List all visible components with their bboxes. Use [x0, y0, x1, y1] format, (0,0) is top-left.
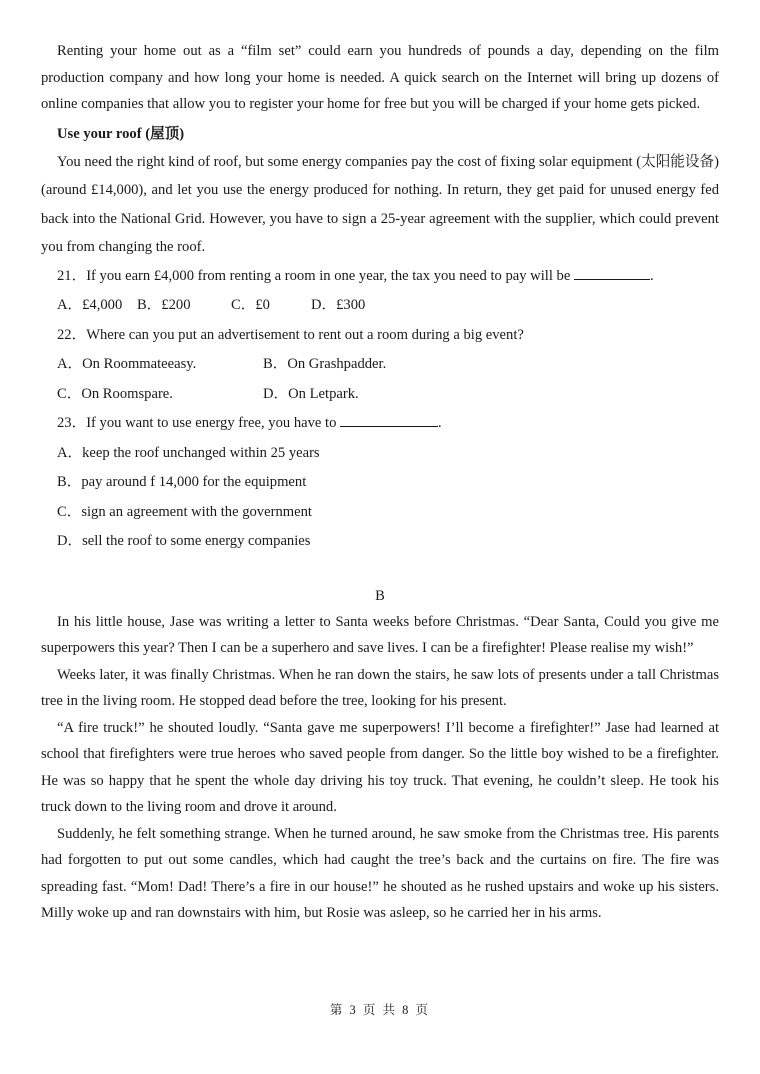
option-22-d: D．On Letpark. [263, 385, 359, 402]
question-22-options-row-1 [41, 350, 719, 380]
question-21 [41, 262, 719, 321]
answer-blank-21 [574, 265, 650, 280]
answer-blank-23 [340, 412, 438, 427]
section-label-b: B [375, 587, 385, 604]
option-22-b: B．On Grashpadder. [263, 356, 387, 372]
section-heading-use-your-roof: Use your roof (屋顶) [57, 125, 185, 142]
question-22-stem: 22．Where can you put an advertisement to rent out a room during a big event? [57, 326, 524, 343]
passage-b-paragraph-2: Weeks later, it was finally Christmas. When he ran down the stairs, he saw lots of presents under a tall Christmas tree in the living room. He stopped dead before the tree, looking for his present. [41, 666, 719, 709]
option-21-d: D．£300 [311, 297, 366, 313]
document-page [41, 38, 719, 927]
option-21-a: A．£4,000 [57, 297, 123, 313]
option-23-b: B．pay around f 14,000 for the equipment [57, 474, 307, 490]
question-21-options [41, 291, 719, 321]
question-23-end: . [438, 415, 442, 431]
question-23-stem: 23．If you want to use energy free, you have to [57, 415, 337, 431]
page-footer: 第 3 页 共 8 页 [329, 1003, 431, 1017]
passage-b-paragraph-4: Suddenly, he felt something strange. When he turned around, he saw smoke from the Christmas tree. His parents had forgotten to put out some candles, which had caught the tree’s back and the curtains on fire. The fire was spreading fast. “Mom! Dad! There’s a fire in our house!” he shouted as he rushed upstairs and woke up his sisters. Milly woke up and ran downstairs with him, but Rosie was asleep, so he carried her in his arms. [41, 825, 719, 921]
passage-b-paragraph-1: In his little house, Jase was writing a letter to Santa weeks before Christmas. “Dear Santa, Could you give me superpowers this year? Then I can be a superhero and save lives. I can be a firefighter! Please realise my wish!” [41, 613, 719, 656]
option-21-c: C．£0 [231, 297, 270, 313]
question-21-end: . [649, 267, 654, 284]
question-22-options-row-2 [41, 380, 719, 410]
question-23 [41, 409, 719, 557]
passage-b-paragraph-3: “A fire truck!” he shouted loudly. “Santa gave me superpowers! I’ll become a firefighter!” Jase had learned at school that firefighters were true heroes who saved people from danger. So the little boy wished to be a firefighter. He was so happy that he spent the whole day driving his toy truck. That evening, he couldn’t sleep. He took his truck down to the living room and drove it around. [41, 719, 719, 815]
question-21-stem: 21．If you earn £4,000 from renting a room in one year, the tax you need to pay will be [57, 267, 571, 284]
option-22-a: A．On Roommateeasy. [57, 356, 197, 372]
option-23-a: A．keep the roof unchanged within 25 years [57, 444, 320, 461]
option-23-d: D．sell the roof to some energy companies [57, 533, 311, 549]
option-22-c: C．On Roomspare. [57, 385, 173, 402]
passage-a-paragraph-1: Renting your home out as a “film set” could earn you hundreds of pounds a day, depending on the film production company and how long your home is needed. A quick search on the Internet will bring up dozens of online companies that allow you to register your home for free but you will be charged if your home gets picked. [41, 43, 719, 112]
option-21-b: B．£200 [137, 297, 191, 313]
option-23-c: C．sign an agreement with the government [57, 503, 312, 520]
passage-a-paragraph-2: You need the right kind of roof, but some energy companies pay the cost of fixing solar equipment (太阳能设备) (around £14,000), and let you use the energy produced for nothing. In return, they get paid for unused energy fed back into the National Grid. However, you have to sign a 25-year agreement with the supplier, which could prevent you from changing the roof. [41, 153, 719, 255]
question-22 [41, 321, 719, 410]
